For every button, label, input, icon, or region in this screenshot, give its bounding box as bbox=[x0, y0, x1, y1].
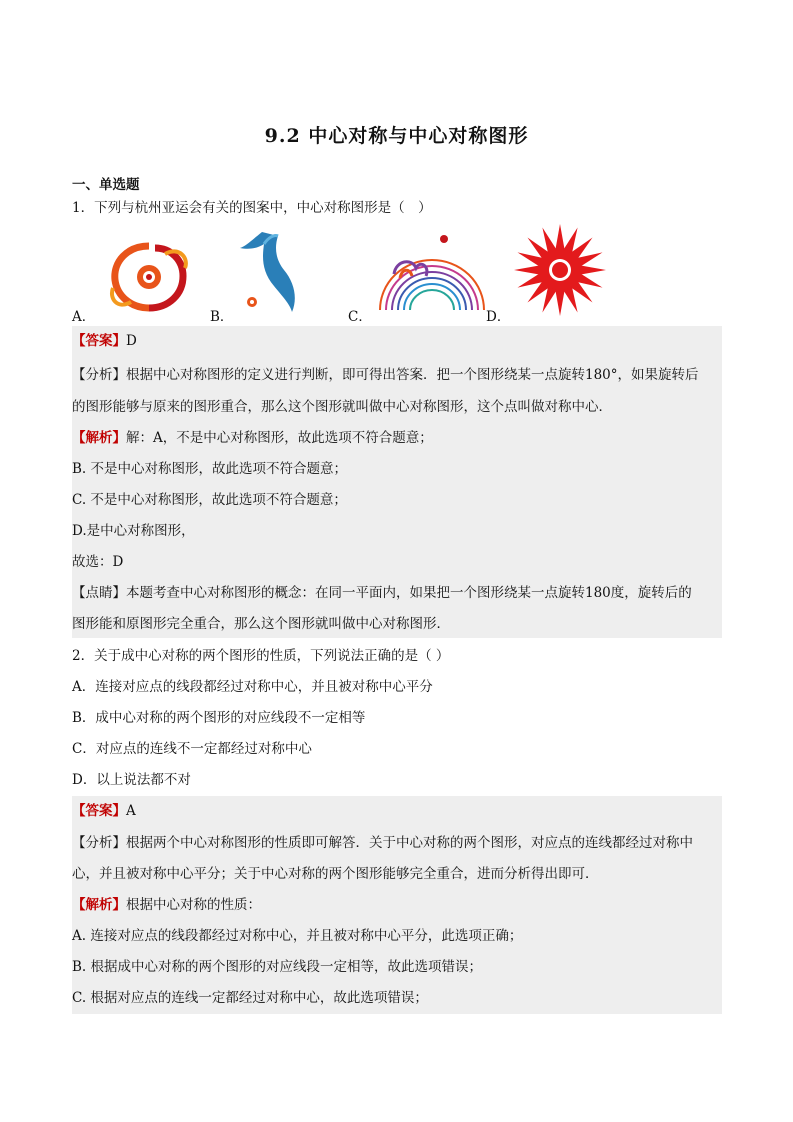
analysis-text: 根据中心对称图形的定义进行判断，即可得出答案．把一个图形绕某一点旋转180°，如果旋转后 bbox=[126, 367, 699, 383]
q1-option-d-label: D． bbox=[486, 309, 511, 325]
figure-d-sun-emblem bbox=[512, 222, 608, 318]
q1-solution-line-1 bbox=[72, 428, 722, 448]
q1-option-c-label: C． bbox=[348, 309, 372, 325]
q2-solution-line-1 bbox=[72, 895, 722, 915]
q1-comment-line-2: 图形能和原图形完全重合，那么这个图形就叫做中心对称图形． bbox=[72, 616, 450, 632]
q2-option-c: C．对应点的连线不一定都经过对称中心 bbox=[72, 741, 312, 757]
q1-solution-line-5: 故选：D bbox=[72, 554, 124, 570]
answer-tag: 【答案】 bbox=[72, 803, 126, 819]
comment-tag: 【点睛】 bbox=[72, 585, 126, 601]
comment-text: 本题考查中心对称图形的概念：在同一平面内，如果把一个图形绕某一点旋转180度，旋转后的 bbox=[126, 585, 692, 601]
q2-solution-line-2: A. 连接对应点的线段都经过对称中心，并且被对称中心平分，此选项正确； bbox=[72, 928, 523, 944]
q1-solution-line-3: C. 不是中心对称图形，故此选项不符合题意； bbox=[72, 492, 347, 508]
q2-option-d: D．以上说法都不对 bbox=[72, 772, 191, 788]
analysis-tag: 【分析】 bbox=[72, 835, 126, 851]
solution-text: 解：A，不是中心对称图形，故此选项不符合题意； bbox=[126, 430, 433, 446]
page-title: 9.2 中心对称与中心对称图形 bbox=[264, 125, 529, 147]
q1-stem: 1．下列与杭州亚运会有关的图案中，中心对称图形是（ ） bbox=[72, 200, 432, 216]
q2-analysis-line-2: 心，并且被对称中心平分；关于中心对称的两个图形能够完全重合，进而分析得出即可． bbox=[72, 866, 599, 882]
figure-b-dolphin-tail bbox=[232, 228, 302, 316]
answer-tag: 【答案】 bbox=[72, 333, 126, 349]
q2-analysis-line-1 bbox=[72, 833, 722, 853]
figure-c-rainbow-arc bbox=[372, 230, 492, 320]
analysis-text: 根据两个中心对称图形的性质即可解答．关于中心对称的两个图形，对应点的连线都经过对称中 bbox=[126, 835, 693, 851]
solution-tag: 【解析】 bbox=[72, 897, 126, 913]
q1-option-a-label: A． bbox=[72, 309, 96, 325]
section-heading: 一、单选题 bbox=[72, 177, 140, 193]
q2-stem: 2．关于成中心对称的两个图形的性质，下列说法正确的是（ ） bbox=[72, 648, 450, 664]
q1-comment-line-1 bbox=[72, 583, 722, 603]
q1-solution-line-2: B. 不是中心对称图形，故此选项不符合题意； bbox=[72, 461, 348, 477]
q1-analysis-line-2: 的图形能够与原来的图形重合，那么这个图形就叫做中心对称图形，这个点叫做对称中心． bbox=[72, 399, 612, 415]
answer-value: D bbox=[126, 333, 137, 349]
q1-option-b-label: B． bbox=[210, 309, 234, 325]
q1-analysis-line-1 bbox=[72, 365, 722, 385]
q2-option-a: A．连接对应点的线段都经过对称中心，并且被对称中心平分 bbox=[72, 679, 433, 695]
answer-value: A bbox=[126, 803, 136, 819]
q1-answer bbox=[72, 331, 722, 351]
figure-a-dragon-emblem bbox=[105, 238, 193, 318]
q2-solution-line-4: C. 根据对应点的连线一定都经过对称中心，故此选项错误； bbox=[72, 990, 428, 1006]
q1-solution-line-4: D.是中心对称图形， bbox=[72, 523, 195, 539]
solution-tag: 【解析】 bbox=[72, 430, 126, 446]
q2-option-b: B．成中心对称的两个图形的对应线段不一定相等 bbox=[72, 710, 366, 726]
q2-answer bbox=[72, 801, 722, 821]
q2-solution-line-3: B. 根据成中心对称的两个图形的对应线段一定相等，故此选项错误； bbox=[72, 959, 483, 975]
analysis-tag: 【分析】 bbox=[72, 367, 126, 383]
solution-text: 根据中心对称的性质： bbox=[126, 897, 261, 913]
